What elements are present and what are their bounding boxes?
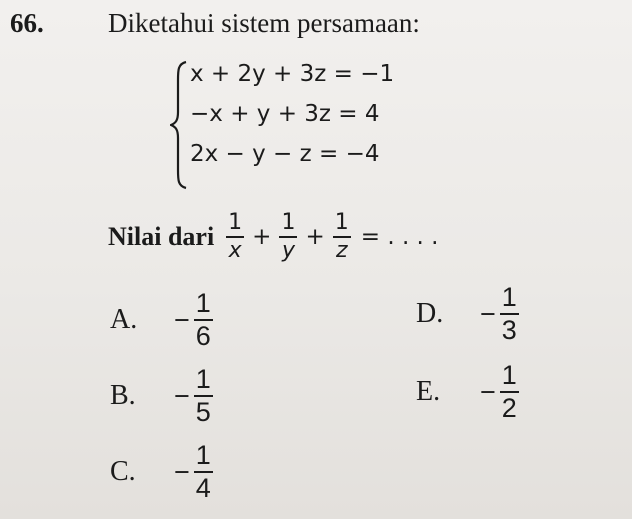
minus-sign: − xyxy=(480,298,496,329)
equation-3: 2x − y − z = −4 xyxy=(190,141,380,167)
fraction-one-over-x xyxy=(226,212,244,262)
option-fraction xyxy=(194,366,213,426)
option-fraction xyxy=(194,290,213,350)
fraction-numerator: 1 xyxy=(228,210,243,235)
fraction-denominator: 3 xyxy=(501,315,517,345)
option-e[interactable] xyxy=(416,362,519,422)
question-number: 66. xyxy=(10,8,44,38)
question-title: Diketahui sistem persamaan: xyxy=(108,8,420,38)
option-c[interactable] xyxy=(110,442,213,502)
minus-sign: − xyxy=(174,380,190,411)
option-b[interactable] xyxy=(110,366,213,426)
option-d[interactable] xyxy=(416,284,519,344)
fraction-denominator: y xyxy=(281,238,295,263)
minus-sign: − xyxy=(480,376,496,407)
option-label: A. xyxy=(110,304,138,335)
fraction-one-over-z xyxy=(333,212,351,262)
fraction-denominator: 4 xyxy=(195,473,211,503)
system-brace xyxy=(170,60,188,190)
option-a[interactable] xyxy=(110,290,213,350)
fraction-numerator: 1 xyxy=(501,360,517,390)
equation-2: −x + y + 3z = 4 xyxy=(190,101,380,127)
option-fraction xyxy=(194,442,213,502)
minus-sign: − xyxy=(174,304,190,335)
plus-sign: + xyxy=(305,224,325,250)
fraction-denominator: 5 xyxy=(195,397,211,427)
fraction-numerator: 1 xyxy=(334,210,349,235)
fraction-numerator: 1 xyxy=(281,210,296,235)
option-label: E. xyxy=(416,376,441,407)
fraction-denominator: 6 xyxy=(195,321,211,351)
option-fraction xyxy=(500,362,519,422)
option-label: C. xyxy=(110,456,136,487)
prompt-lead: Nilai dari xyxy=(108,222,215,251)
option-label: B. xyxy=(110,380,136,411)
fraction-denominator: x xyxy=(228,238,242,263)
fraction-numerator: 1 xyxy=(501,282,517,312)
option-fraction xyxy=(500,284,519,344)
fraction-numerator: 1 xyxy=(195,440,211,470)
prompt-tail: = . . . . xyxy=(360,224,439,250)
fraction-one-over-y xyxy=(279,212,297,262)
equation-system xyxy=(190,54,394,174)
equation-1: x + 2y + 3z = −1 xyxy=(190,61,395,87)
fraction-numerator: 1 xyxy=(195,288,211,318)
option-label: D. xyxy=(416,298,444,329)
fraction-denominator: 2 xyxy=(501,393,517,423)
fraction-denominator: z xyxy=(335,238,348,263)
fraction-numerator: 1 xyxy=(195,364,211,394)
question-prompt xyxy=(108,212,439,262)
plus-sign: + xyxy=(252,224,272,250)
minus-sign: − xyxy=(174,456,190,487)
